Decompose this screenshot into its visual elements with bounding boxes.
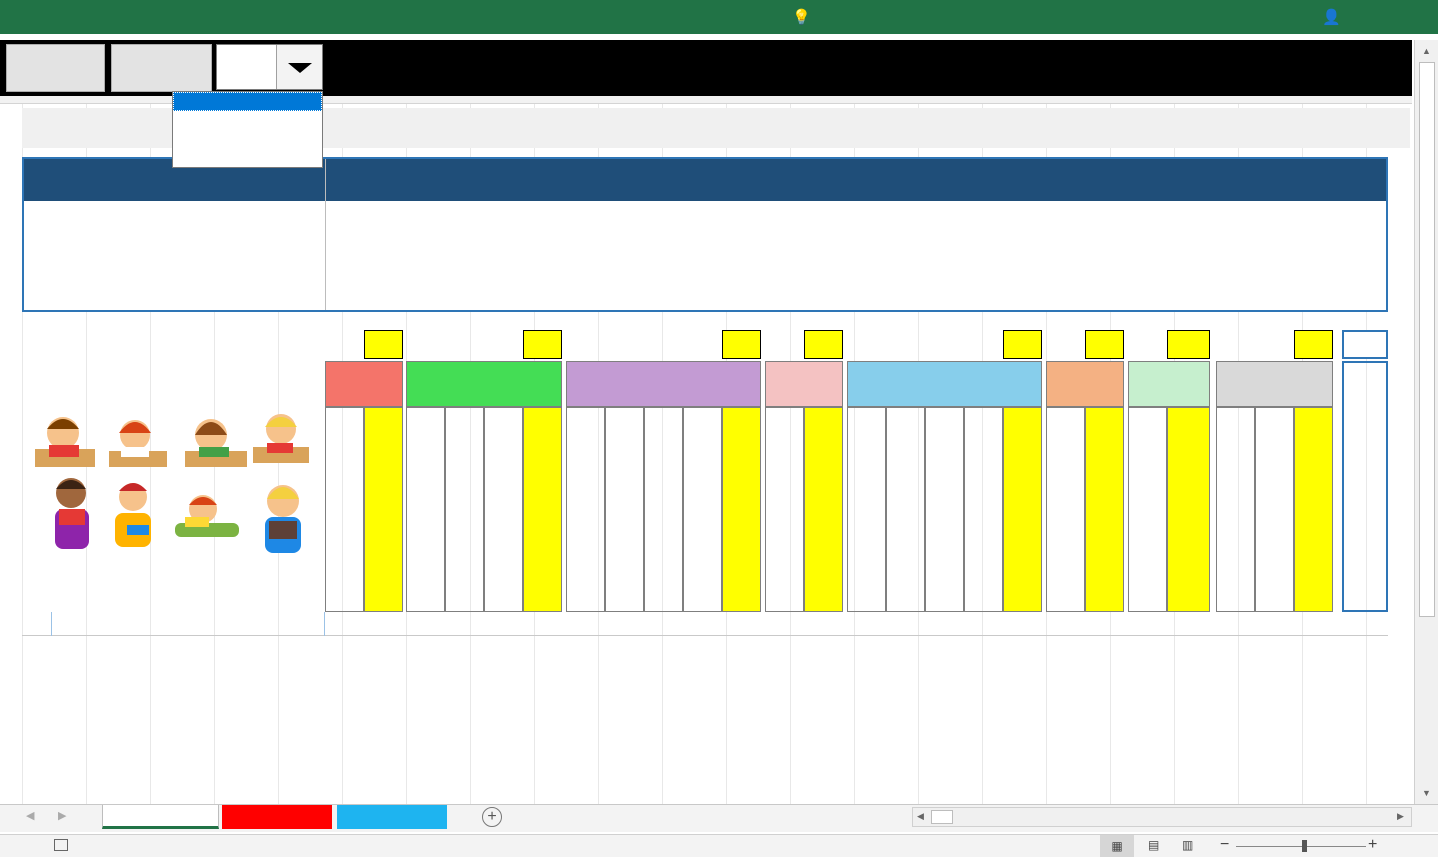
header-box [22, 157, 1388, 312]
column-header [722, 407, 761, 612]
show-columns-button[interactable] [6, 44, 105, 92]
weight-badge [1294, 330, 1333, 359]
dropdown-option[interactable] [173, 92, 322, 111]
column-header [925, 407, 964, 612]
ribbon [0, 0, 1438, 34]
zoom-slider[interactable] [1236, 846, 1366, 847]
column-header [847, 407, 886, 612]
column-header [964, 407, 1003, 612]
vertical-scrollbar[interactable] [1414, 40, 1438, 804]
weight-badge [364, 330, 403, 359]
column-header [484, 407, 523, 612]
hide-columns-button[interactable] [111, 44, 212, 92]
kid-6 [115, 483, 151, 547]
children-reading-illustration [25, 405, 315, 560]
total-weight [1342, 330, 1388, 359]
kid-2 [109, 420, 167, 467]
category-header [325, 361, 403, 407]
column-header [1046, 407, 1085, 612]
column-header [765, 407, 804, 612]
page-layout-icon[interactable]: ▤ [1148, 838, 1160, 852]
max-values-row[interactable] [22, 612, 1388, 636]
header-divider [325, 159, 326, 310]
dropdown-arrow-icon[interactable] [276, 45, 322, 89]
tab-scroll-left-icon[interactable]: ◀ [26, 810, 35, 822]
hscroll-thumb[interactable] [931, 810, 953, 824]
kid-3 [185, 419, 247, 467]
tab-trimestre-1[interactable] [102, 805, 219, 829]
column-header [1128, 407, 1167, 612]
weight-badge [523, 330, 562, 359]
weight-badge [722, 330, 761, 359]
column-header [605, 407, 644, 612]
category-header [1046, 361, 1124, 407]
weight-badge [1167, 330, 1210, 359]
lightbulb-icon: 💡 [792, 9, 811, 26]
category-header [765, 361, 843, 407]
column-header [1167, 407, 1210, 612]
column-header [566, 407, 605, 612]
promedio-header-cell [1342, 361, 1388, 612]
dropdown-option[interactable] [173, 149, 322, 168]
tab-scroll-right-icon[interactable]: ▶ [58, 810, 67, 822]
category-header [847, 361, 1042, 407]
tab-trimestre-3[interactable] [337, 805, 447, 829]
scroll-down-icon[interactable]: ▼ [1422, 788, 1431, 798]
dropdown-option[interactable] [173, 130, 322, 149]
toolbar [0, 40, 1412, 96]
zoom-slider-thumb[interactable] [1302, 840, 1307, 852]
weight-badge [1085, 330, 1124, 359]
category-header [1216, 361, 1333, 407]
category-header [406, 361, 562, 407]
zoom-in-icon[interactable]: + [1368, 836, 1378, 853]
kid-7 [175, 495, 239, 537]
column-header [523, 407, 562, 612]
column-header [886, 407, 925, 612]
normal-view-icon[interactable]: ▦ [1100, 835, 1134, 857]
hscroll-left-icon[interactable]: ◀ [917, 811, 924, 821]
page-break-icon[interactable]: ▥ [1182, 838, 1194, 852]
weight-badge [804, 330, 843, 359]
column-header [683, 407, 722, 612]
sheet-tabs-bar [0, 804, 1438, 832]
column-header [445, 407, 484, 612]
category-header [1128, 361, 1210, 407]
column-header [644, 407, 683, 612]
column-header [1294, 407, 1333, 612]
kid-8 [265, 485, 301, 553]
column-header [325, 407, 364, 612]
column-header [804, 407, 843, 612]
macro-record-icon[interactable] [54, 839, 68, 851]
tab-trimestre-2[interactable] [222, 805, 332, 829]
category-header [566, 361, 761, 407]
kid-1 [35, 417, 95, 467]
share-button[interactable] [1322, 8, 1341, 26]
zoom-out-icon[interactable]: − [1220, 836, 1230, 853]
column-header [1085, 407, 1124, 612]
grades-table [22, 612, 1388, 802]
column-header [1003, 407, 1042, 612]
add-sheet-icon[interactable]: + [482, 807, 502, 827]
students-dropdown-list[interactable] [172, 91, 323, 168]
column-header [406, 407, 445, 612]
kid-4 [253, 414, 309, 463]
names-header[interactable] [52, 612, 325, 636]
column-header [1255, 407, 1294, 612]
status-bar [0, 834, 1438, 857]
column-header [1216, 407, 1255, 612]
dropdown-option[interactable] [173, 111, 322, 130]
students-combo[interactable] [216, 44, 323, 90]
kid-5 [55, 478, 89, 549]
np-cell[interactable] [22, 612, 52, 636]
scroll-up-icon[interactable]: ▲ [1422, 46, 1431, 56]
scroll-thumb[interactable] [1419, 62, 1435, 617]
horizontal-scrollbar[interactable] [912, 807, 1412, 827]
user-icon: 👤 [1322, 9, 1341, 26]
weight-badge [1003, 330, 1042, 359]
column-header [364, 407, 403, 612]
hscroll-right-icon[interactable]: ▶ [1397, 811, 1404, 821]
